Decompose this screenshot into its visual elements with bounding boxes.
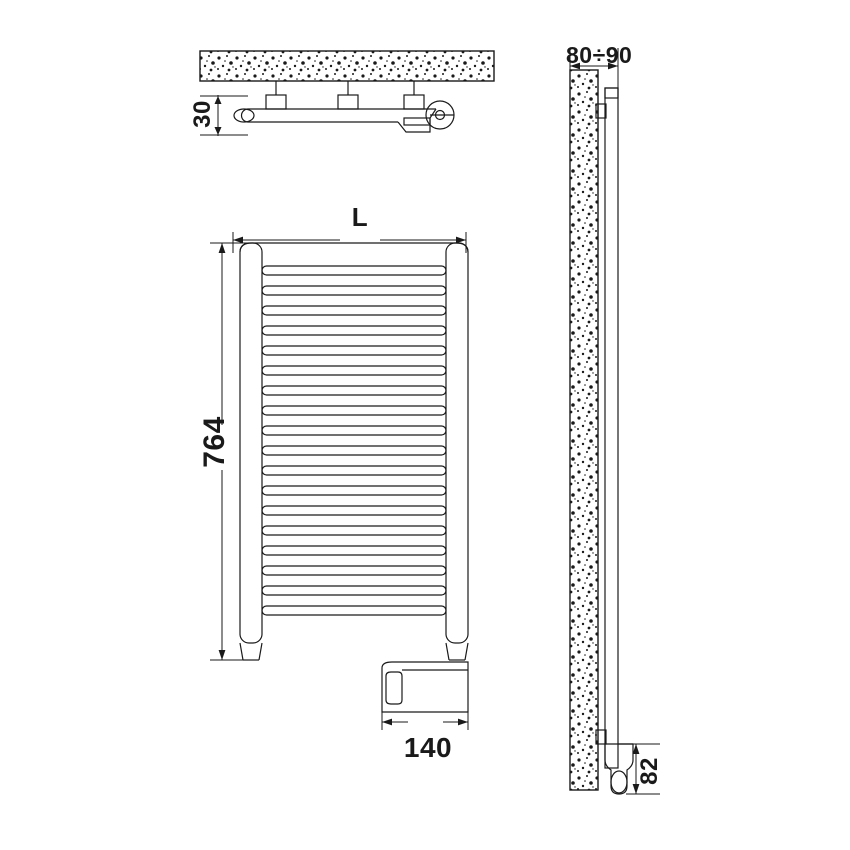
dimension-label-L: L — [351, 202, 369, 232]
dimension-label-80-90: 80÷90 — [566, 42, 633, 68]
dimension-label-764: 764 — [198, 416, 231, 468]
dimension-label-30: 30 — [189, 100, 216, 128]
front-view-radiator — [240, 243, 468, 712]
heating-element-box — [382, 662, 468, 712]
top-view-brackets — [266, 81, 424, 109]
dimension-140 — [382, 712, 468, 730]
dimension-label-82: 82 — [636, 757, 663, 785]
dimension-label-140: 140 — [403, 732, 453, 763]
ladder-rungs — [262, 266, 446, 615]
top-view-rail — [234, 101, 454, 132]
side-view-radiator — [596, 88, 633, 794]
side-view-wall — [570, 70, 598, 790]
top-view-wall-slab — [200, 51, 494, 81]
